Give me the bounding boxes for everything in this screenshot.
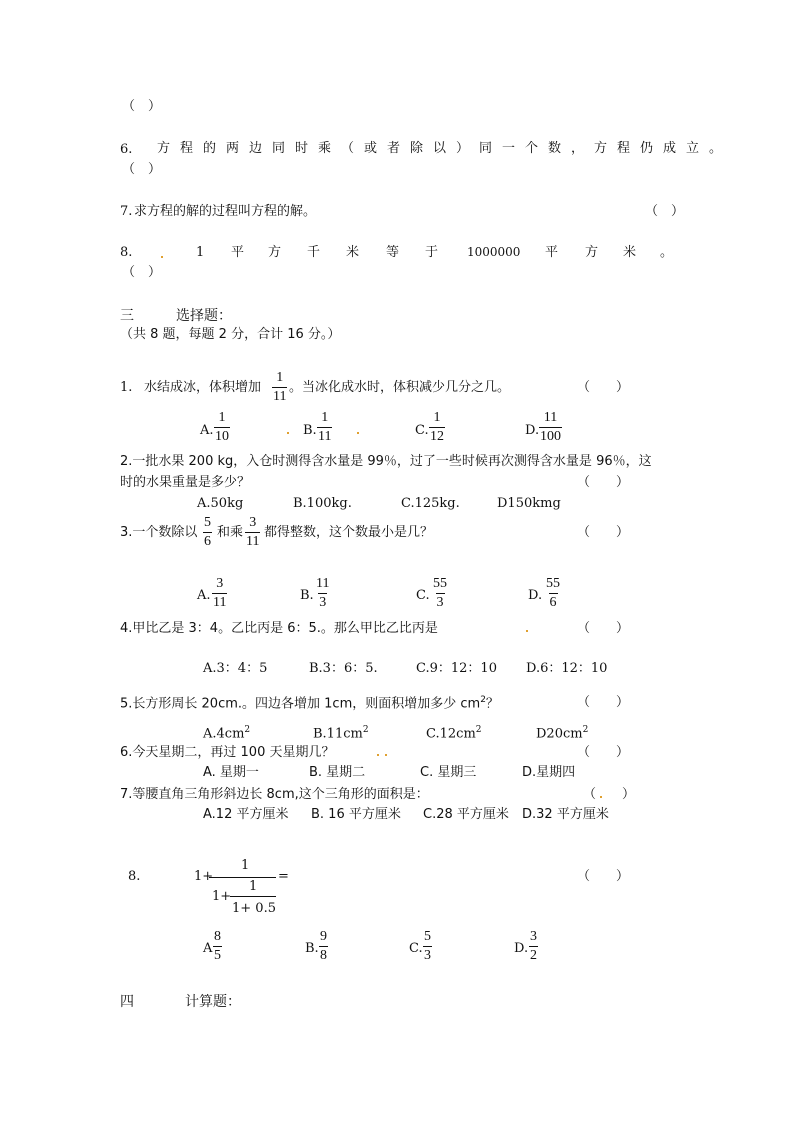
q7-option-b: B. 16 平方厘米 bbox=[311, 807, 401, 822]
q1-number: 1. bbox=[120, 380, 133, 395]
judge-q8-w8: 平 bbox=[545, 245, 559, 260]
q8-option-d-label: D. bbox=[514, 941, 529, 956]
judge-q8-w9: 方 bbox=[585, 245, 599, 260]
judge-q8-w0: 1 bbox=[196, 245, 205, 260]
judge-q8-w11: 。 bbox=[660, 245, 674, 260]
stray-dot bbox=[385, 754, 387, 756]
q4-option-c: C.9：12：10 bbox=[416, 661, 497, 676]
q1-option-a-fraction: $\frac{1}{10}$ bbox=[215, 410, 229, 444]
q8-fraction-bar-inner bbox=[230, 896, 276, 897]
q2-option-d: D150kmg bbox=[497, 496, 561, 511]
q2-option-a: A.50kg bbox=[197, 496, 244, 511]
q7-text: 7.等腰直角三角形斜边长 8cm,这个三角形的面积是： bbox=[120, 787, 429, 802]
judge-q8-number: 8. bbox=[120, 245, 133, 260]
q7-option-a: A.12 平方厘米 bbox=[203, 807, 289, 822]
judge-q6-blank: （ ） bbox=[122, 162, 162, 177]
q5-option-b: $B.11cm^2$ bbox=[313, 725, 369, 742]
q3-option-d-label: D. bbox=[528, 588, 543, 603]
stray-dot bbox=[526, 630, 528, 632]
q1-option-c-label: C. bbox=[415, 423, 429, 438]
q3-blank: （ ） bbox=[577, 525, 630, 540]
stray-dot bbox=[357, 432, 359, 434]
q4-option-d: D.6：12：10 bbox=[526, 661, 608, 676]
q2-line2: 时的水果重量是多少？ bbox=[120, 475, 251, 490]
q1-option-b-label: B. bbox=[303, 423, 317, 438]
q3-text-c: 都得整数，这个数最小是几？ bbox=[264, 525, 434, 540]
q3-option-d-fraction: $\frac{55}{6}$ bbox=[546, 576, 560, 610]
q3-fraction-1: $\frac{5}{6}$ bbox=[204, 515, 211, 549]
q3-fraction-2: $\frac{3}{11}$ bbox=[246, 515, 260, 549]
q8-option-b-label: B. bbox=[305, 941, 319, 956]
q8-numerator-1: 1 bbox=[241, 858, 250, 873]
judge-q8-w3: 千 bbox=[307, 245, 321, 260]
q7-option-c: C.28 平方厘米 bbox=[423, 807, 509, 822]
q5-option-c: $C.12cm^2$ bbox=[426, 725, 482, 742]
q5-blank: （ ） bbox=[577, 695, 630, 710]
q2-option-b: B.100kg. bbox=[293, 496, 352, 511]
q6-option-c: C. 星期三 bbox=[420, 765, 477, 780]
q3-text-b: 和乘 bbox=[217, 525, 244, 540]
q3-text-a: 3.一个数除以 bbox=[120, 525, 198, 540]
judge-q8-w10: 米 bbox=[623, 245, 637, 260]
q8-blank: （ ） bbox=[577, 869, 630, 884]
q1-text-b: 。当冰化成水时，体积减少几分之几。 bbox=[289, 380, 511, 395]
q4-blank: （ ） bbox=[577, 621, 630, 636]
q1-fraction: $\frac{1}{11}$ bbox=[273, 370, 287, 404]
q8-option-c-fraction: $\frac{5}{3}$ bbox=[424, 929, 431, 963]
q8-option-b-fraction: $\frac{9}{8}$ bbox=[320, 929, 327, 963]
judge-q7-text: 求方程的解的过程叫方程的解。 bbox=[134, 204, 317, 219]
section3-number: 三 bbox=[120, 308, 134, 324]
judge-q7-blank: （ ） bbox=[645, 204, 685, 219]
q8-lead-one: 1+ bbox=[194, 869, 214, 884]
q8-option-a-label: A bbox=[203, 941, 213, 956]
judge-q8-blank: （ ） bbox=[122, 265, 162, 280]
q5-text: 5.长方形周长 20cm.。四边各增加 1cm，则面积增加多少 $cm^2$？ bbox=[120, 695, 499, 712]
q8-equals: = bbox=[278, 869, 289, 884]
q6-option-b: B. 星期二 bbox=[309, 765, 366, 780]
section3-note: （共 8 题，每题 2 分，合计 16 分。） bbox=[120, 327, 341, 342]
q8-number: 8. bbox=[128, 869, 141, 884]
judge-q8-w1: 平 bbox=[231, 245, 245, 260]
stray-dot bbox=[161, 256, 163, 258]
q8-option-c-label: C. bbox=[409, 941, 423, 956]
q3-option-c-label: C. bbox=[416, 588, 430, 603]
judge-q7-number: 7. bbox=[120, 204, 133, 219]
judge-q8-w2: 方 bbox=[268, 245, 282, 260]
stray-dot bbox=[287, 432, 289, 434]
stray-dot bbox=[377, 754, 379, 756]
q2-option-c: C.125kg. bbox=[401, 496, 460, 511]
q1-blank: （ ） bbox=[577, 380, 630, 395]
q6-option-a: A. 星期一 bbox=[203, 765, 259, 780]
q1-text-a: 水结成冰，体积增加 bbox=[144, 380, 262, 395]
q8-inner-one: 1+ bbox=[212, 889, 232, 904]
q1-option-b-fraction: $\frac{1}{11}$ bbox=[318, 410, 332, 444]
section3-title: 选择题： bbox=[176, 308, 232, 324]
q7-option-d: D.32 平方厘米 bbox=[522, 807, 609, 822]
section4-title: 计算题： bbox=[185, 994, 241, 1010]
judge-q8-w5: 等 bbox=[386, 245, 400, 260]
q8-option-a-fraction: $\frac{8}{5}$ bbox=[214, 929, 221, 963]
q1-option-d-label: D. bbox=[525, 423, 540, 438]
judge-q8-w7: 1000000 bbox=[467, 245, 521, 259]
q3-option-a-label: A. bbox=[197, 588, 211, 603]
q5-option-d: $D20cm^2$ bbox=[536, 725, 589, 742]
judge-q8-w4: 米 bbox=[346, 245, 360, 260]
section4-number: 四 bbox=[120, 994, 134, 1010]
q6-text: 6.今天星期二，再过 100 天星期几？ bbox=[120, 745, 335, 760]
q8-option-d-fraction: $\frac{3}{2}$ bbox=[530, 929, 537, 963]
q2-line1: 2.一批水果 200 kg，入仓时测得含水量是 99％，过了一些时候再次测得含水量是 96％，这 bbox=[120, 454, 652, 469]
q1-option-a-label: A. bbox=[200, 423, 214, 438]
judge-q6-number: 6. bbox=[120, 142, 133, 157]
q4-option-a: A.3：4：5 bbox=[203, 661, 268, 676]
q8-numerator-2: 1 bbox=[249, 879, 258, 894]
q3-option-b-fraction: $\frac{11}{3}$ bbox=[316, 576, 330, 610]
q6-blank: （ ） bbox=[577, 745, 630, 760]
q4-option-b: B.3：6：5. bbox=[309, 661, 378, 676]
q8-fraction-bar-outer bbox=[209, 877, 276, 878]
judge-blank-top: （ ） bbox=[122, 99, 162, 114]
q2-blank: （ ） bbox=[577, 475, 630, 490]
q1-option-c-fraction: $\frac{1}{12}$ bbox=[430, 410, 444, 444]
q5-option-a: $A.4cm^2$ bbox=[203, 725, 251, 742]
q8-inner-denominator: 1+ 0.5 bbox=[232, 901, 276, 916]
q1-option-d-fraction: $\frac{11}{100}$ bbox=[540, 410, 561, 444]
q4-text: 4.甲比乙是 3：4。乙比丙是 6：5.。那么甲比乙比丙是 bbox=[120, 621, 438, 636]
q3-option-c-fraction: $\frac{55}{3}$ bbox=[433, 576, 447, 610]
q7-blank: （ ） bbox=[583, 787, 636, 802]
q6-option-d: D.星期四 bbox=[522, 765, 576, 780]
q3-option-b-label: B. bbox=[300, 588, 314, 603]
judge-q6-text: 方程的两边同时乘（或者除以）同一个数，方程仍成立。 bbox=[157, 141, 733, 156]
q3-option-a-fraction: $\frac{3}{11}$ bbox=[213, 576, 227, 610]
judge-q8-w6: 于 bbox=[425, 245, 439, 260]
